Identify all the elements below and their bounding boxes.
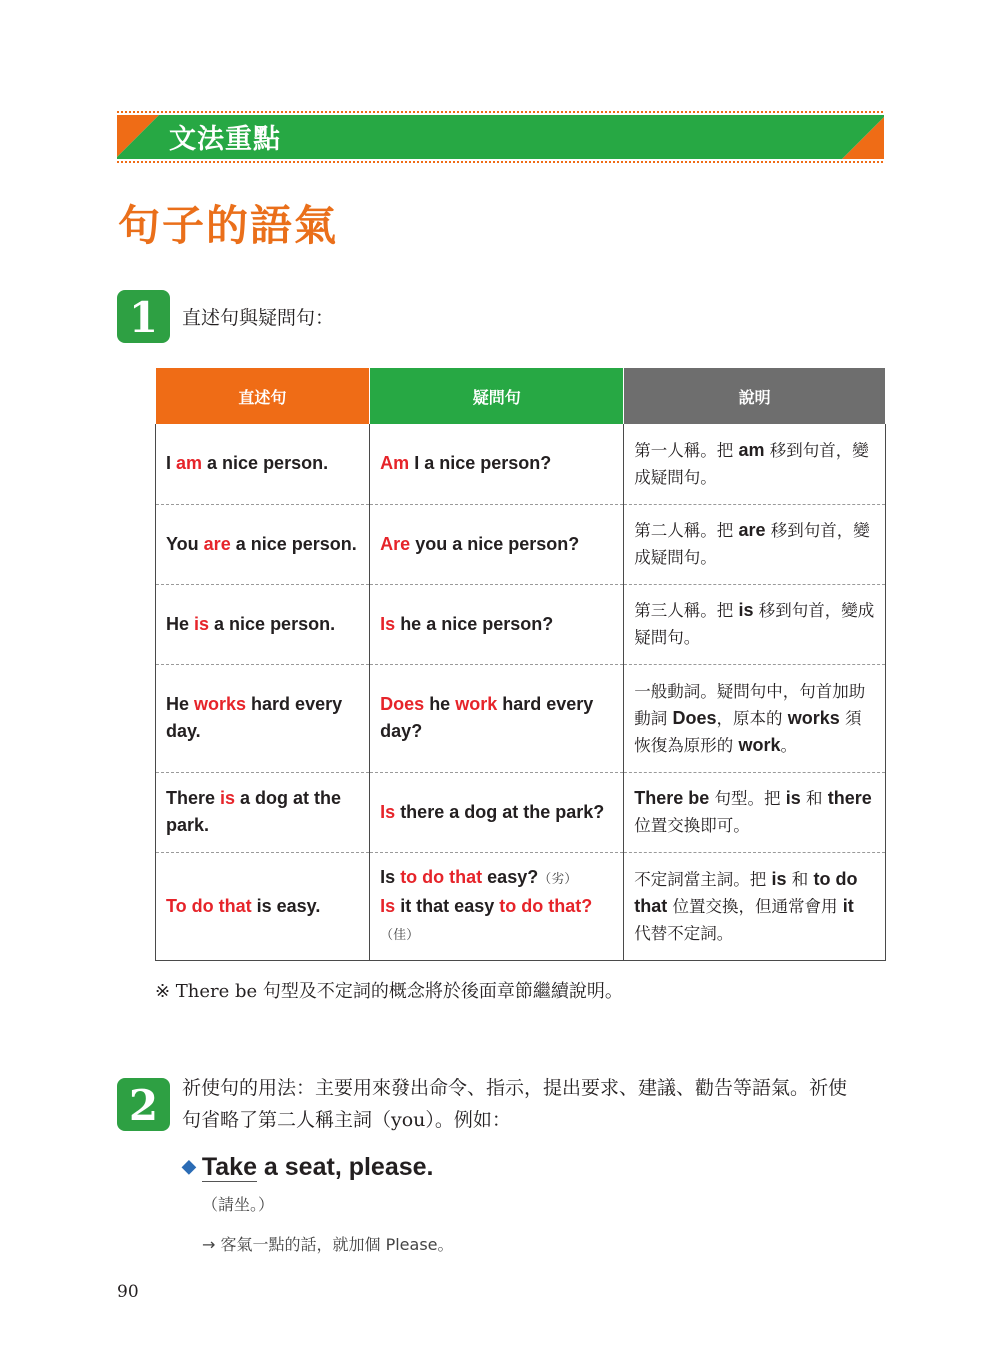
example-lead: Take [201, 1153, 257, 1181]
explanation-cell-segment: is [771, 868, 787, 889]
question-cell-segment: Is [380, 866, 401, 887]
header-question: 疑問句 [370, 368, 624, 424]
explanation-cell-segment: 第二人稱。把 [634, 521, 739, 540]
explanation-cell-segment: 移到句首，變成疑問句。 [634, 521, 870, 567]
explanation-cell-segment: 和 [800, 789, 828, 808]
question-cell-segment: （劣） [538, 871, 578, 887]
explanation-cell [624, 424, 886, 504]
question-cell-segment: to do that? [499, 895, 593, 916]
explanation-cell [624, 664, 886, 772]
statement-cell-segment: a nice person. [230, 533, 357, 554]
page-title: 句子的語氣 [118, 201, 339, 250]
statement-cell-segment: am [176, 453, 203, 474]
example-sentence [182, 1153, 434, 1182]
table-row [156, 424, 886, 504]
explanation-cell-segment: 移到句首，變成疑問句。 [634, 601, 875, 647]
question-cell-segment: Does [380, 694, 425, 714]
explanation-cell [624, 584, 886, 664]
section-heading: 直述句與疑問句： [182, 307, 335, 329]
question-cell-segment: easy? [482, 866, 539, 887]
question-cell [370, 852, 624, 960]
question-cell-segment: Is [380, 801, 396, 822]
explanation-cell [624, 852, 886, 960]
explanation-cell-segment: is [785, 788, 801, 808]
explanation-cell [624, 504, 886, 584]
statement-cell-segment: are [203, 533, 231, 554]
question-cell-segment: Are [380, 533, 411, 554]
statement-cell [156, 504, 370, 584]
explanation-cell-segment: 。 [780, 735, 797, 755]
section2-text-line1: 祈使句的用法：主要用來發出命令、指示，提出要求、建議、勸告等語氣。祈使 [182, 1077, 848, 1099]
page-number: 90 [117, 1282, 139, 1302]
grammar-table [155, 368, 886, 961]
statement-cell-segment: is [220, 788, 236, 808]
statement-cell [156, 664, 370, 772]
explanation-cell-segment: to do that [634, 868, 858, 916]
explanation-cell-segment: am [738, 439, 765, 460]
explanation-cell-segment: ，原本的 [716, 708, 788, 728]
statement-cell-segment: a nice person. [202, 453, 329, 474]
statement-cell-segment: works [194, 694, 247, 714]
section2-text-line2: 句省略了第二人稱主詞（you）。例如： [182, 1109, 511, 1131]
question-cell-segment: Is [380, 613, 396, 634]
statement-cell-segment: There [166, 788, 221, 808]
question-cell [370, 424, 624, 504]
explanation-cell-segment: 代替不定詞。 [634, 923, 734, 943]
statement-cell-segment: a nice person. [209, 613, 336, 634]
question-cell-segment: Am [380, 453, 410, 474]
question-cell-segment: Is [380, 895, 396, 916]
explanation-cell-segment: Does [672, 707, 717, 728]
table-header-row [156, 368, 886, 424]
statement-cell-segment: a dog at the park. [166, 788, 342, 835]
example-tip: → 客氣一點的話，就加個 Please。 [202, 1235, 454, 1254]
question-cell-segment: you a nice person? [410, 533, 580, 554]
question-cell [370, 504, 624, 584]
section-number-badge-2: 2 [117, 1078, 170, 1131]
question-cell-segment: it that easy [395, 895, 500, 916]
explanation-cell-segment: 一般動詞。疑問句中，句首加助動詞 [634, 681, 866, 728]
explanation-cell-segment: 句型。把 [709, 789, 786, 808]
question-cell-segment: （佳） [380, 927, 420, 943]
statement-cell-segment: I [166, 453, 177, 474]
explanation-cell-segment: 和 [786, 869, 814, 889]
statement-cell-segment: He [166, 613, 195, 634]
diamond-icon: ◆ [182, 1156, 196, 1176]
explanation-cell-segment: it [842, 895, 854, 916]
explanation-cell-segment: 不定詞當主詞。把 [634, 869, 772, 889]
explanation-cell-segment: are [738, 520, 766, 540]
table-row [156, 584, 886, 664]
table-row [156, 852, 886, 960]
header-explanation: 說明 [624, 368, 886, 424]
table-note: ※ There be 句型及不定詞的概念將於後面章節繼續說明。 [155, 981, 623, 1002]
banner-label: 文法重點 [169, 124, 281, 155]
question-cell [370, 664, 624, 772]
header-statement: 直述句 [156, 368, 370, 424]
statement-cell [156, 424, 370, 504]
table-row [156, 772, 886, 852]
explanation-cell-segment: 移到句首，變成疑問句。 [634, 440, 869, 487]
explanation-cell [624, 772, 886, 852]
example-translation: （請坐。） [202, 1195, 275, 1214]
section-number-badge: 1 [117, 290, 170, 343]
explanation-cell-segment: work [738, 734, 781, 755]
explanation-cell-segment: works [787, 707, 840, 728]
statement-cell-segment: To do that [166, 895, 252, 916]
question-cell-segment: there a dog at the park? [395, 801, 605, 822]
statement-cell [156, 852, 370, 960]
table-row [156, 504, 886, 584]
statement-cell-segment: You [166, 533, 204, 554]
statement-cell-segment: hard every day. [166, 694, 343, 741]
explanation-cell-segment: there [827, 788, 872, 808]
explanation-cell-segment: There be [634, 788, 710, 808]
section-banner [117, 111, 884, 163]
explanation-cell-segment: 位置交換，但通常會用 [667, 896, 843, 916]
question-cell-segment: he [424, 694, 456, 714]
statement-cell-segment: is [194, 613, 210, 634]
question-cell [370, 584, 624, 664]
explanation-cell-segment: 位置交換即可。 [634, 816, 750, 835]
statement-cell [156, 772, 370, 852]
explanation-cell-segment: is [738, 600, 754, 620]
table-row [156, 664, 886, 772]
explanation-cell-segment: 須恢復為原形的 [634, 708, 862, 755]
question-cell-segment: I a nice person? [409, 453, 552, 474]
example-rest: a seat, please. [256, 1153, 434, 1181]
question-cell-segment: to do that [400, 866, 483, 887]
question-cell-segment: work [455, 694, 498, 714]
question-cell-segment: he a nice person? [395, 613, 554, 634]
explanation-cell-segment: 第一人稱。把 [634, 440, 739, 460]
question-cell-segment: hard every day? [380, 694, 594, 741]
statement-cell-segment: is easy. [251, 895, 321, 916]
question-cell [370, 772, 624, 852]
statement-cell [156, 584, 370, 664]
statement-cell-segment: He [166, 694, 195, 714]
explanation-cell-segment: 第三人稱。把 [634, 601, 739, 620]
